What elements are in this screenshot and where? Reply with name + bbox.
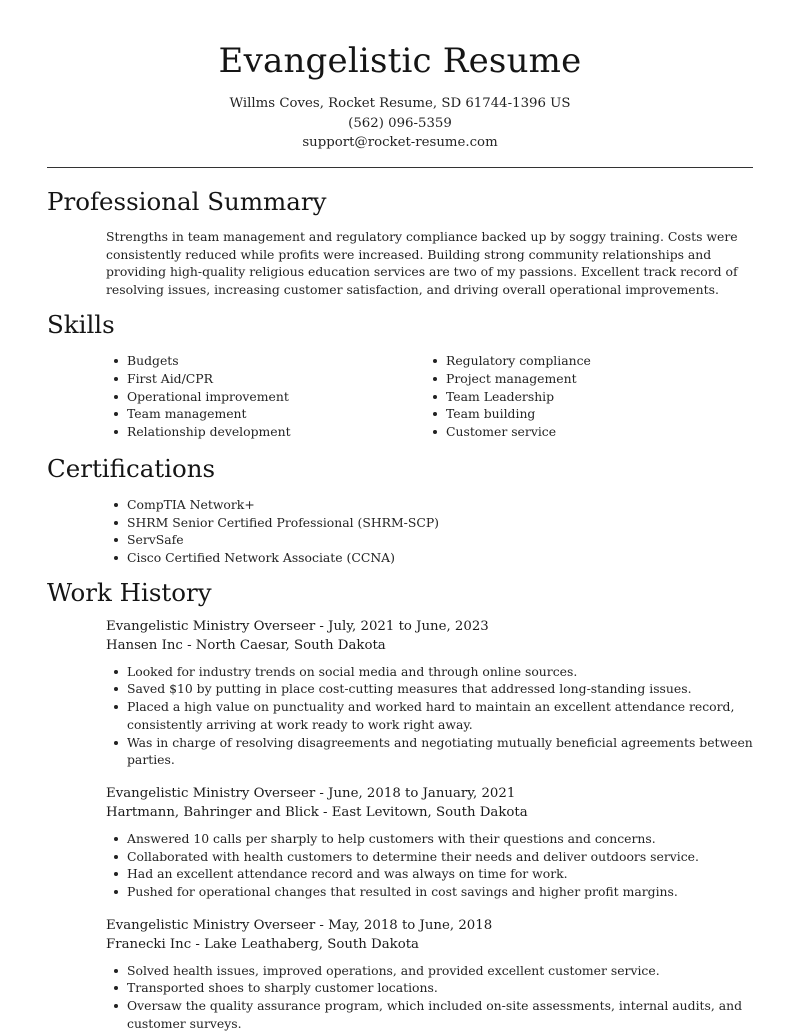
job-company: Franecki Inc	[106, 937, 192, 953]
certification-item: CompTIA Network+	[106, 496, 753, 514]
skills-list-left	[106, 352, 425, 441]
job-duty: Collaborated with health customers to determine their needs and deliver outdoors service.	[106, 848, 753, 866]
job-duty: Was in charge of resolving disagreements and negotiating mutually beneficial agreements between parties.	[106, 734, 753, 769]
certifications-list	[106, 496, 753, 567]
job-company: Hansen Inc	[106, 638, 183, 654]
work-history-section	[47, 577, 753, 1033]
summary-heading: Professional Summary	[47, 187, 327, 216]
job-title-line: Evangelistic Ministry Overseer - June, 2018 to January, 2021	[106, 785, 516, 801]
job-company: Hartmann, Bahringer and Blick	[106, 805, 319, 821]
job-company-line: Franecki Inc - Lake Leathaberg, South Dakota	[106, 937, 419, 953]
job-duty: Placed a high value on punctuality and worked hard to maintain an excellent attendance record, consistently arriving at work ready to work right away.	[106, 698, 753, 733]
job-title-line: Evangelistic Ministry Overseer - May, 2018 to June, 2018	[106, 917, 493, 933]
job-duties-list	[106, 962, 753, 1033]
contact-info	[0, 94, 800, 153]
job-title: Evangelistic Ministry Overseer	[106, 917, 316, 933]
job-title-line: Evangelistic Ministry Overseer - July, 2021 to June, 2023	[106, 618, 489, 634]
skill-item: Project management	[425, 370, 744, 388]
skill-item: Customer service	[425, 423, 744, 441]
job-duty: Pushed for operational changes that resulted in cost savings and higher profit margins.	[106, 883, 753, 901]
job-company-line: Hansen Inc - North Caesar, South Dakota	[106, 638, 386, 654]
resume-header	[0, 0, 800, 153]
certification-item: SHRM Senior Certified Professional (SHRM-SCP)	[106, 514, 753, 532]
certification-item: Cisco Certified Network Associate (CCNA)	[106, 549, 753, 567]
job-duty: Answered 10 calls per sharply to help customers with their questions and concerns.	[106, 830, 753, 848]
job-location: Lake Leathaberg, South Dakota	[204, 937, 419, 953]
job-title: Evangelistic Ministry Overseer	[106, 785, 316, 801]
email-text: support@rocket-resume.com	[302, 135, 498, 150]
job-duty: Solved health issues, improved operations, and provided excellent customer service.	[106, 962, 753, 980]
job-entry	[106, 617, 753, 769]
certifications-heading: Certifications	[47, 453, 216, 483]
resume-body	[47, 186, 753, 1033]
job-entry	[106, 916, 753, 1033]
skill-item: Team Leadership	[425, 388, 744, 406]
job-duty: Saved $10 by putting in place cost-cutting measures that addressed long-standing issues.	[106, 680, 753, 698]
resume-title: Evangelistic Resume	[218, 41, 582, 81]
skills-heading: Skills	[47, 310, 115, 340]
skills-columns	[106, 352, 753, 441]
header-divider	[47, 167, 753, 168]
skill-item: First Aid/CPR	[106, 370, 425, 388]
job-duty: Transported shoes to sharply customer locations.	[106, 979, 753, 997]
skills-list-right	[425, 352, 744, 441]
skill-item: Team management	[106, 405, 425, 423]
work-history-heading: Work History	[47, 577, 212, 607]
certifications-section	[47, 453, 753, 567]
job-location: East Levitown, South Dakota	[331, 805, 528, 821]
skill-item: Relationship development	[106, 423, 425, 441]
certification-item: ServSafe	[106, 531, 753, 549]
job-duty: Had an excellent attendance record and was always on time for work.	[106, 865, 753, 883]
job-duties-list	[106, 663, 753, 769]
skill-item: Budgets	[106, 352, 425, 370]
skills-section	[47, 309, 753, 441]
job-duties-list	[106, 830, 753, 901]
summary-text: Strengths in team management and regulatory compliance backed up by soggy training. Costs were consistently reduced while profits were increased. Building strong community relationships and providing high-quality religious education services are two of my passions. Excellent track record of resolving issues, increasing customer satisfaction, and driving overall operational improvements.	[106, 229, 738, 297]
skill-item: Team building	[425, 405, 744, 423]
professional-summary-section	[47, 186, 753, 298]
skill-item: Regulatory compliance	[425, 352, 744, 370]
job-company-line: Hartmann, Bahringer and Blick - East Levitown, South Dakota	[106, 805, 528, 821]
phone-text: (562) 096-5359	[348, 115, 452, 131]
job-dates: June, 2018 to January, 2021	[328, 785, 516, 801]
job-dates: May, 2018 to June, 2018	[328, 917, 493, 933]
job-title: Evangelistic Ministry Overseer	[106, 618, 316, 634]
skill-item: Operational improvement	[106, 388, 425, 406]
job-location: North Caesar, South Dakota	[195, 638, 386, 654]
job-duty: Looked for industry trends on social media and through online sources.	[106, 663, 753, 681]
job-entry	[106, 784, 753, 901]
job-dates: July, 2021 to June, 2023	[328, 618, 489, 634]
address-text: Willms Coves, Rocket Resume, SD 61744-1396 US	[229, 96, 571, 111]
job-duty: Oversaw the quality assurance program, which included on-site assessments, internal audits, and customer surveys.	[106, 997, 753, 1032]
